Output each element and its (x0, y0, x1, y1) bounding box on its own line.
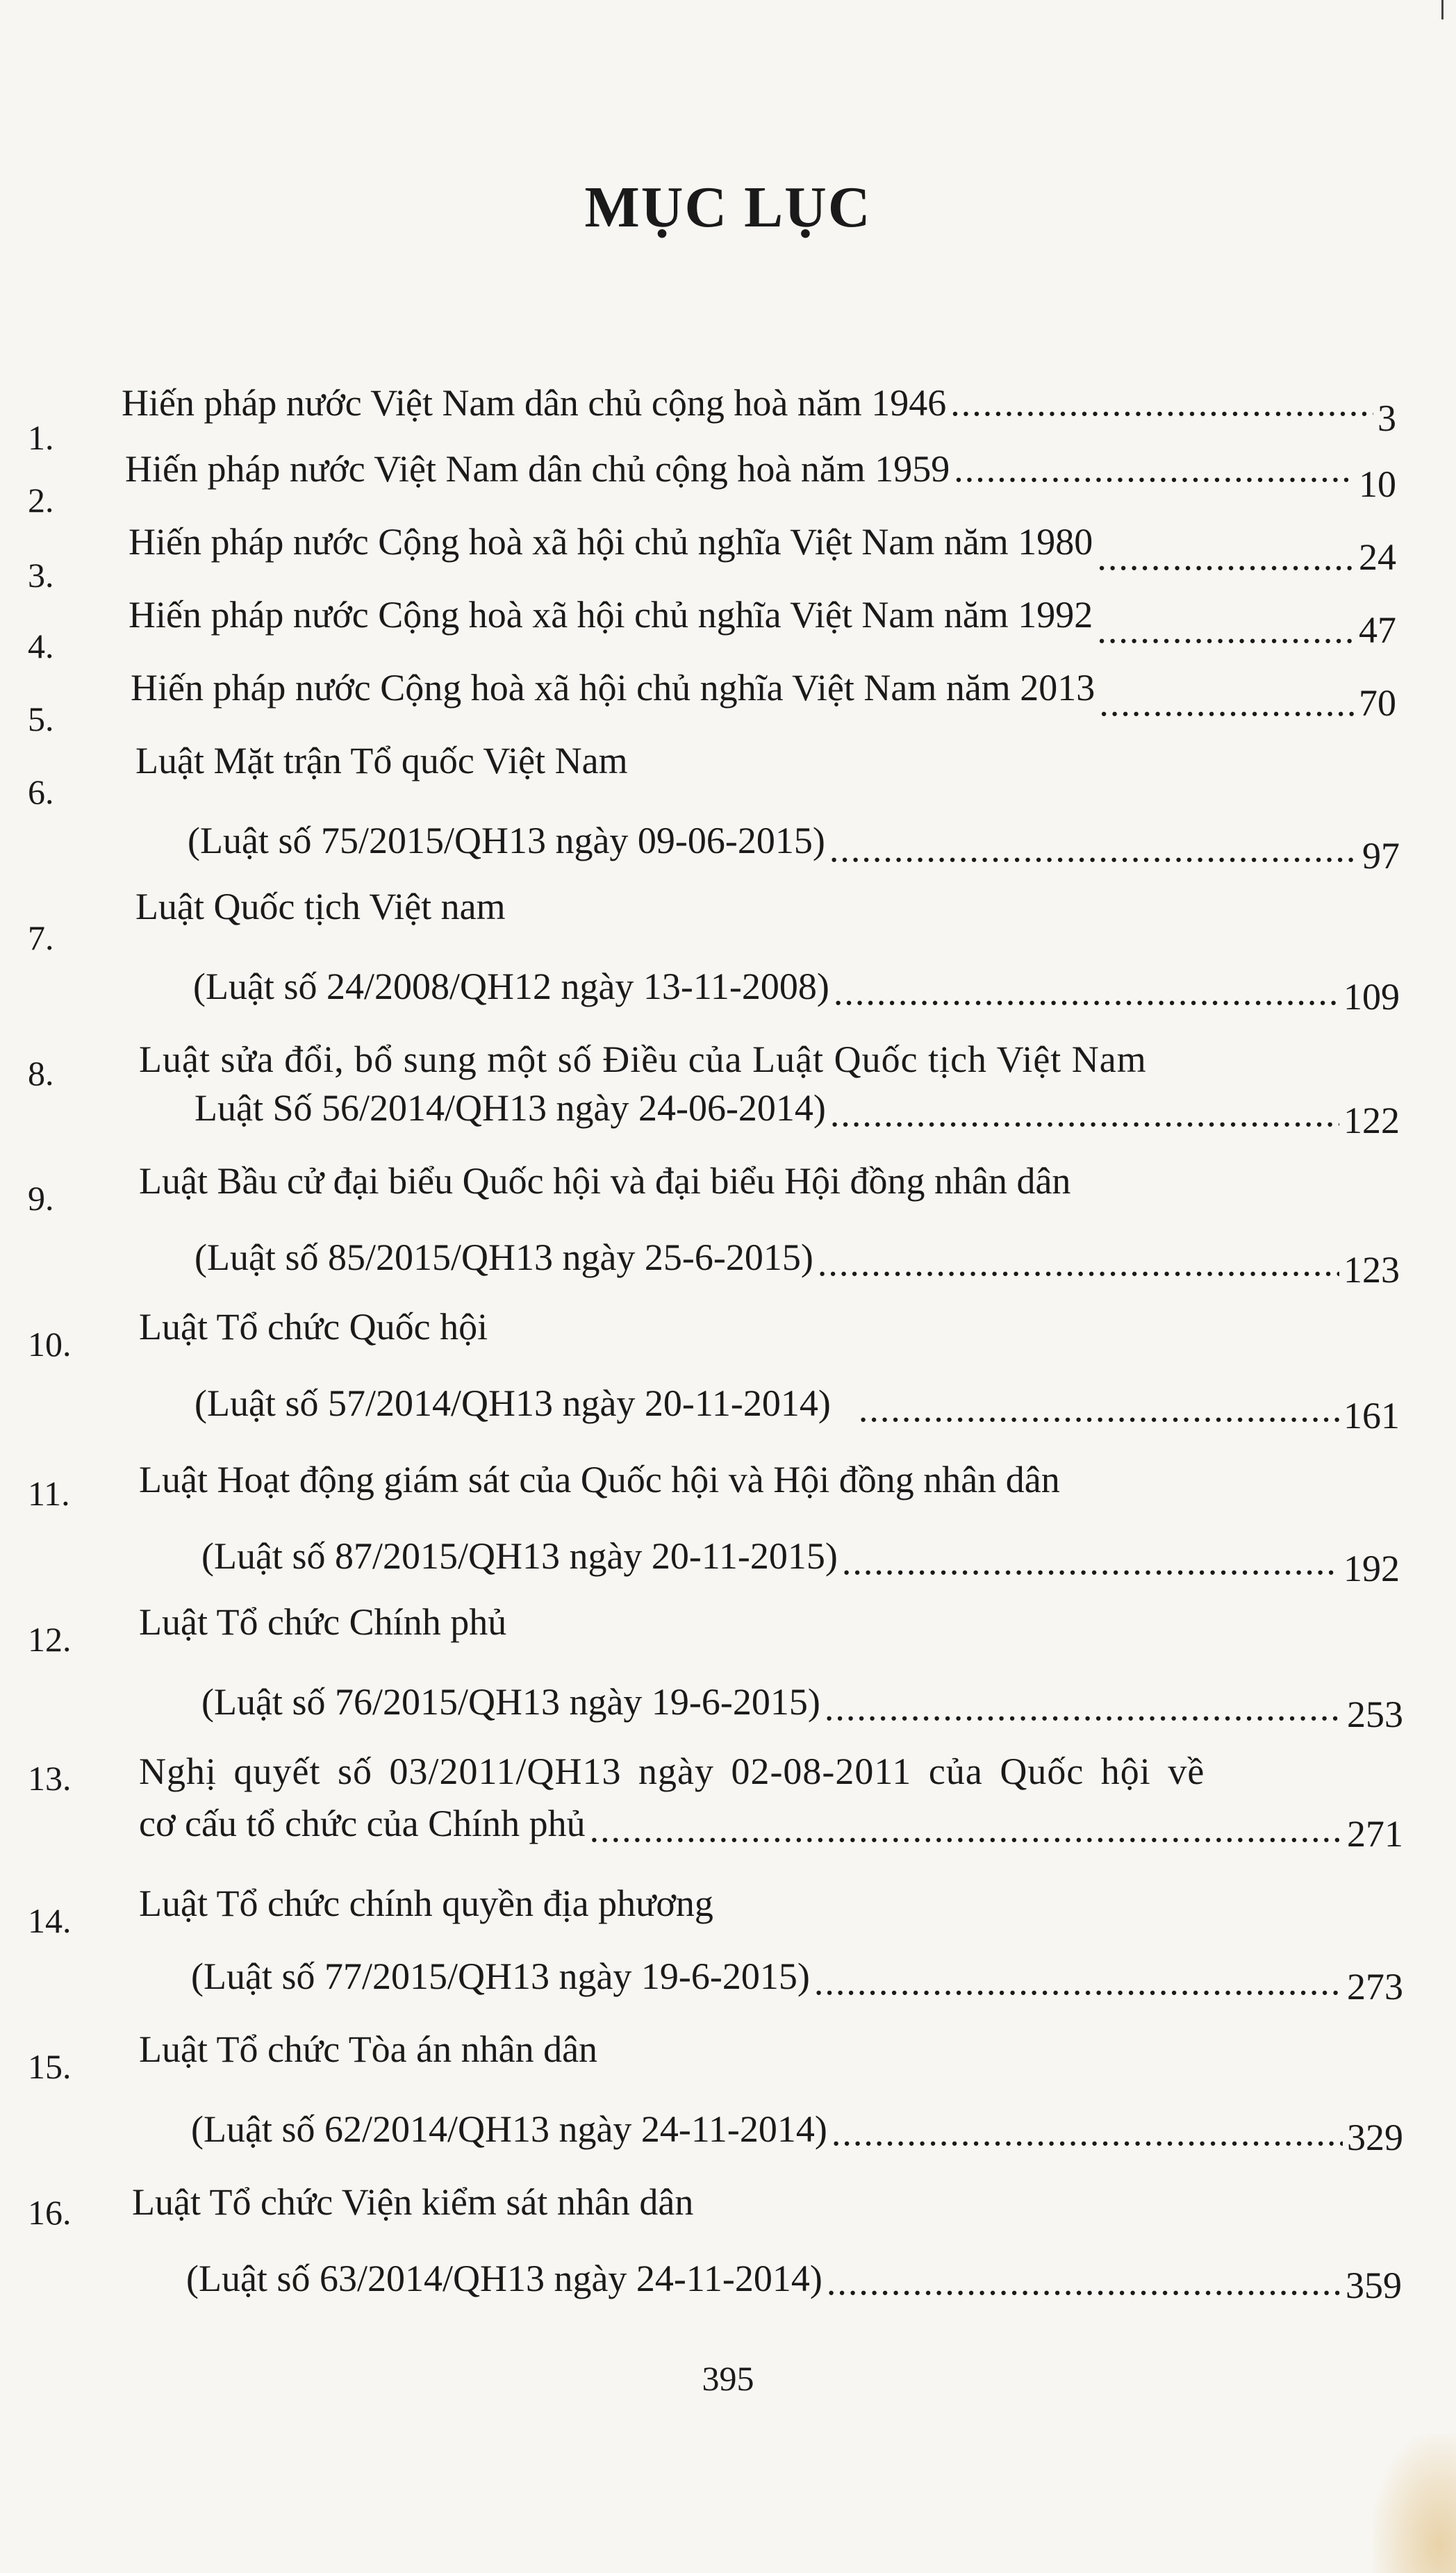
entry-title: Hiến pháp nước Cộng hoà xã hội chủ nghĩa Việt Nam năm 2013 (131, 667, 1095, 709)
toc-line (131, 663, 1396, 724)
toc-line (186, 2254, 1402, 2306)
entry-title: Luật Tổ chức Viện kiểm sát nhân dân (132, 2181, 694, 2223)
toc-line (139, 1799, 1403, 1855)
toc-line (193, 962, 1400, 1018)
toc-line (191, 1952, 1403, 2008)
entry-number: 5. (28, 700, 54, 738)
entry-title: Luật Mặt trận Tổ quốc Việt Nam (135, 740, 628, 781)
entry-page: 3 (1378, 397, 1396, 439)
entry-subtitle: (Luật số 62/2014/QH13 ngày 24-11-2014) (191, 2108, 827, 2150)
entry-number: 4. (28, 627, 54, 665)
dot-leader (832, 2108, 1343, 2157)
toc-line (129, 590, 1396, 651)
dot-leader (829, 825, 1358, 873)
entry-title: Hiến pháp nước Cộng hoà xã hội chủ nghĩa Việt Nam năm 1992 (129, 594, 1093, 636)
entry-number: 16. (28, 2193, 72, 2232)
entry-page: 161 (1343, 1395, 1400, 1437)
dot-leader (590, 1805, 1343, 1853)
dot-leader (950, 379, 1373, 427)
entry-page: 109 (1343, 976, 1400, 1018)
entry-title: Hiến pháp nước Cộng hoà xã hội chủ nghĩa Việt Nam năm 1980 (129, 521, 1093, 563)
entry-subtitle: (Luật số 76/2015/QH13 ngày 19-6-2015) (201, 1681, 820, 1723)
toc-line (191, 2105, 1403, 2158)
entry-number: 10. (28, 1325, 72, 1364)
entry-page: 329 (1347, 2117, 1403, 2158)
dot-leader (859, 1384, 1339, 1433)
entry-title: Luật Tổ chức chính quyền địa phương (139, 1883, 713, 1924)
entry-page: 24 (1359, 536, 1396, 578)
entry-title: Luật sửa đổi, bổ sung một số Điều của Luật Quốc tịch Việt Nam (139, 1039, 1147, 1080)
entry-page: 271 (1347, 1813, 1403, 1855)
entry-title: Luật Tổ chức Chính phủ (139, 1601, 507, 1643)
entry-page: 122 (1343, 1100, 1400, 1141)
entry-page: 47 (1359, 609, 1396, 651)
dot-leader (825, 1683, 1343, 1732)
dot-leader (1097, 606, 1355, 654)
entry-number: 12. (28, 1620, 72, 1659)
dot-leader (827, 2258, 1341, 2306)
entry-page: 192 (1343, 1548, 1400, 1589)
dot-leader (842, 1537, 1339, 1586)
entry-page: 70 (1359, 682, 1396, 724)
page-title: MỤC LỤC (584, 175, 872, 240)
entry-title: Luật Tổ chức Quốc hội (139, 1306, 488, 1348)
entry-number: 2. (28, 481, 54, 520)
entry-subtitle: (Luật số 85/2015/QH13 ngày 25-6-2015) (195, 1236, 813, 1278)
toc-line (195, 1379, 1400, 1437)
entry-page: 253 (1347, 1694, 1403, 1735)
toc-line (195, 1233, 1400, 1291)
entry-page: 123 (1343, 1249, 1400, 1291)
entry-page: 273 (1347, 1966, 1403, 2008)
dot-leader (954, 445, 1355, 493)
toc-line (122, 379, 1396, 439)
entry-page: 359 (1346, 2265, 1402, 2306)
toc-line (201, 1678, 1403, 1735)
entry-subtitle: (Luật số 63/2014/QH13 ngày 24-11-2014) (186, 2258, 822, 2299)
entry-subtitle: (Luật số 77/2015/QH13 ngày 19-6-2015) (191, 1955, 810, 1997)
entry-subtitle: (Luật số 87/2015/QH13 ngày 20-11-2015) (201, 1535, 838, 1577)
entry-title: Luật Hoạt động giám sát của Quốc hội và Hội đồng nhân dân (139, 1459, 1060, 1500)
entry-number: 13. (28, 1759, 72, 1798)
entry-subtitle: (Luật số 75/2015/QH13 ngày 09-06-2015) (188, 820, 825, 861)
toc-line (195, 1084, 1400, 1141)
entry-subtitle: (Luật số 57/2014/QH13 ngày 20-11-2014) (195, 1382, 831, 1424)
entry-number: 3. (28, 556, 54, 595)
entry-page: 10 (1359, 463, 1396, 505)
dot-leader (1097, 533, 1355, 581)
dot-leader (814, 1958, 1343, 2006)
page-number: 395 (702, 2359, 754, 2398)
entry-number: 9. (28, 1179, 54, 1218)
entry-number: 14. (28, 1901, 72, 1940)
entry-title: Hiến pháp nước Việt Nam dân chủ cộng hoà năm 1959 (125, 448, 950, 490)
entry-subtitle: Luật Số 56/2014/QH13 ngày 24-06-2014) (195, 1087, 826, 1129)
entry-number: 7. (28, 918, 54, 957)
scan-mark (1441, 0, 1443, 19)
toc-line (201, 1532, 1400, 1589)
entry-number: 11. (28, 1474, 70, 1513)
entry-number: 6. (28, 772, 54, 811)
entry-page: 97 (1362, 835, 1400, 877)
entry-subtitle: cơ cấu tổ chức của Chính phủ (139, 1803, 586, 1844)
entry-subtitle: (Luật số 24/2008/QH12 ngày 13-11-2008) (193, 966, 829, 1007)
toc-line (129, 518, 1396, 578)
entry-title: Hiến pháp nước Việt Nam dân chủ cộng hoà năm 1946 (122, 382, 947, 424)
entry-number: 8. (28, 1054, 54, 1093)
entry-title: Luật Quốc tịch Việt nam (135, 886, 506, 927)
dot-leader (818, 1239, 1339, 1287)
entry-title: Nghị quyết số 03/2011/QH13 ngày 02-08-2011 của Quốc hội về (139, 1751, 1205, 1792)
toc-line (125, 445, 1396, 505)
dot-leader (830, 1089, 1339, 1138)
dot-leader (834, 968, 1339, 1016)
toc-line (188, 816, 1400, 877)
entry-number: 15. (28, 2047, 72, 2086)
entry-number: 1. (28, 418, 54, 457)
entry-title: Luật Tổ chức Tòa án nhân dân (139, 2028, 598, 2070)
entry-title: Luật Bầu cử đại biểu Quốc hội và đại biểu Hội đồng nhân dân (139, 1160, 1071, 1202)
paper-stain (1373, 2434, 1456, 2573)
dot-leader (1099, 679, 1355, 727)
